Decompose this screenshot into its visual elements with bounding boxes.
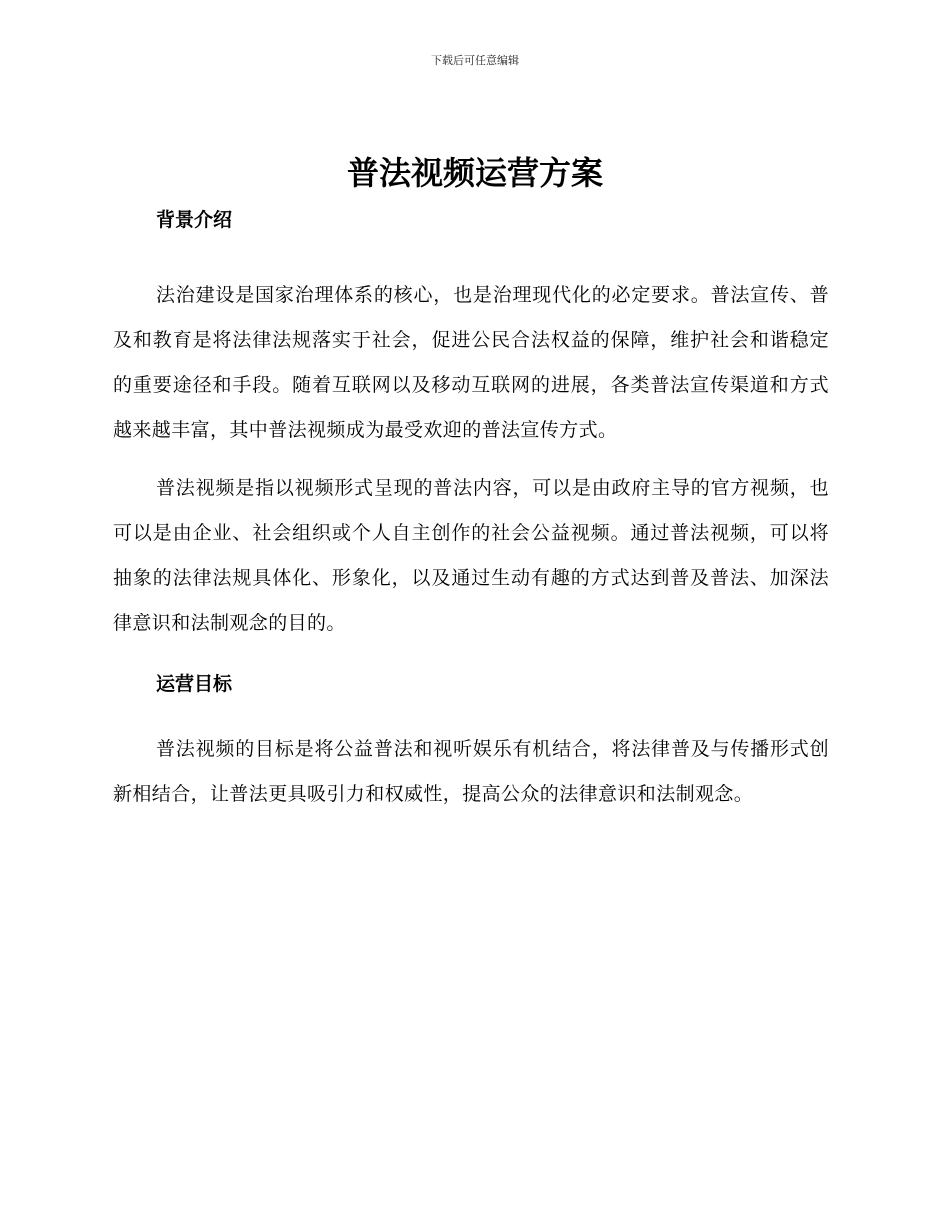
section-heading-goals: 运营目标	[156, 673, 233, 695]
paragraph: 法治建设是国家治理体系的核心，也是治理现代化的必定要求。普法宣传、普及和教育是将法律法规落实于社会，促进公民合法权益的保障，维护社会和谐稳定的重要途径和手段。随着互联网以及移动互联网的进展，各类普法宣传渠道和方式越来越丰富，其中普法视频成为最受欢迎的普法宣传方式。	[113, 284, 829, 441]
header-note: 下载后可任意编辑	[431, 54, 519, 67]
document-body	[113, 200, 829, 817]
section-heading-background: 背景介绍	[156, 209, 233, 231]
paragraph: 普法视频的目标是将公益普法和视听娱乐有机结合，将法律普及与传播形式创新相结合，让普法更具吸引力和权威性，提高公众的法律意识和法制观念。	[113, 738, 829, 805]
paragraph: 普法视频是指以视频形式呈现的普法内容，可以是由政府主导的官方视频，也可以是由企业、社会组织或个人自主创作的社会公益视频。通过普法视频，可以将抽象的法律法规具体化、形象化，以及通过生动有趣的方式达到普及普法、加深法律意识和法制观念的目的。	[113, 477, 829, 634]
document-title: 普法视频运营方案	[346, 154, 603, 192]
